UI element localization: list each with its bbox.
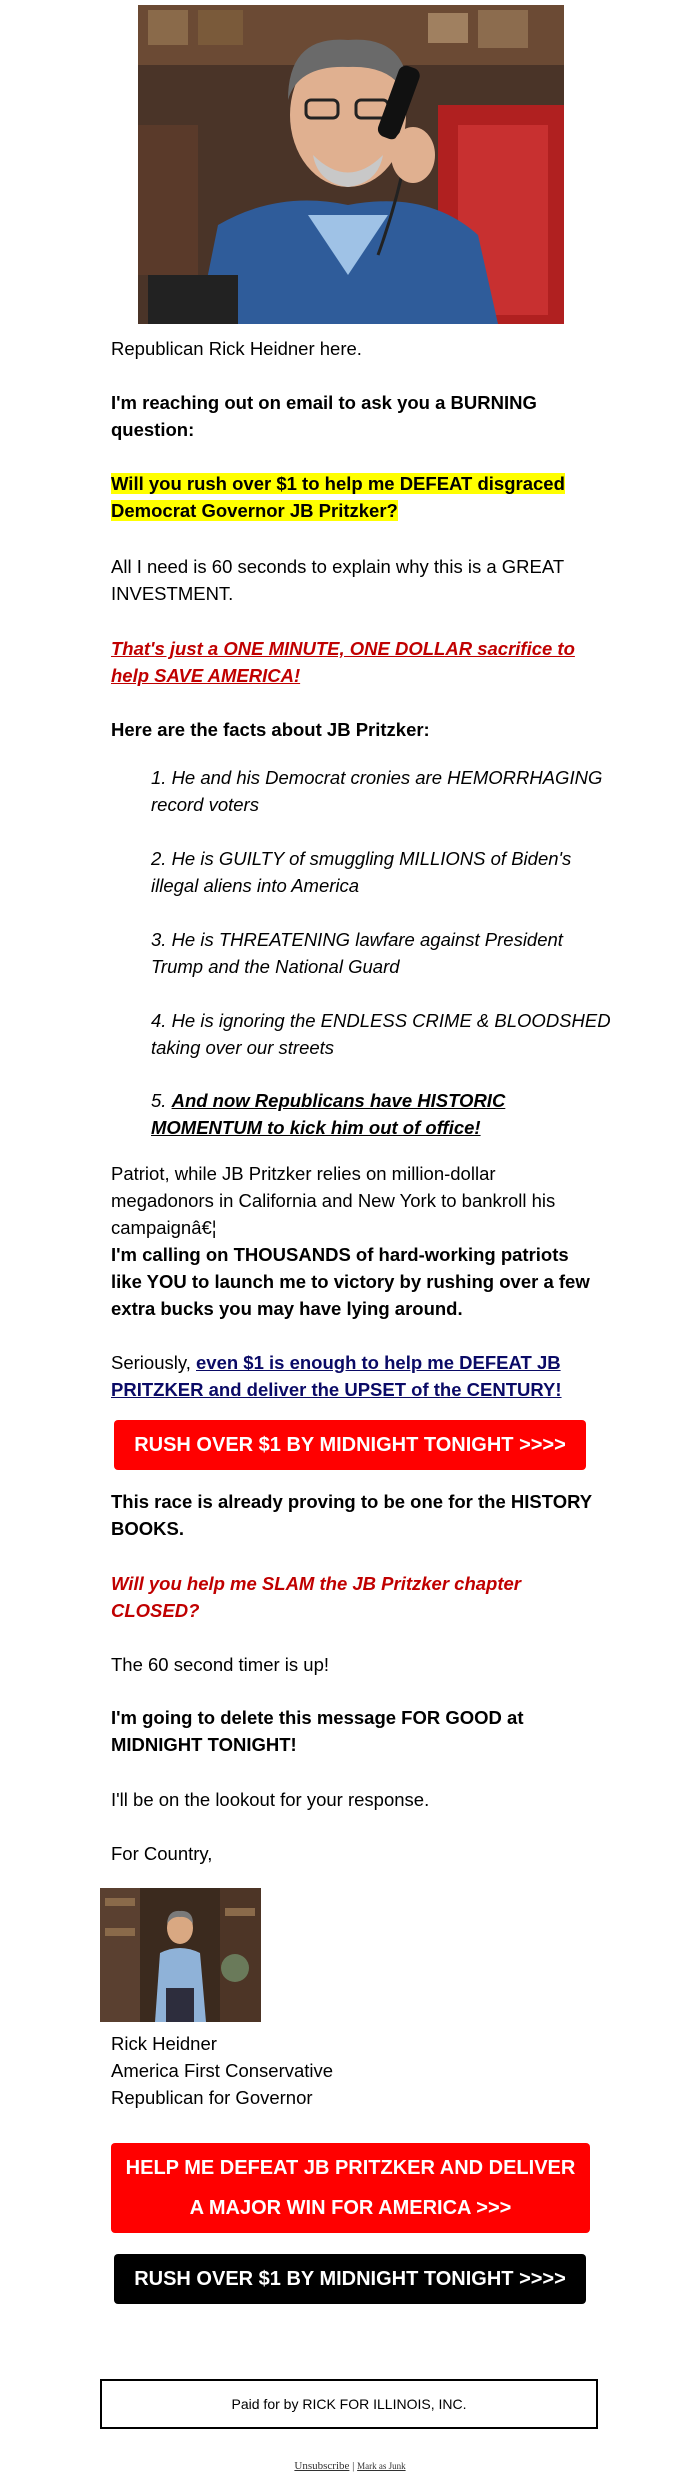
defeat-pritzker-button[interactable]: HELP ME DEFEAT JB PRITZKER AND DELIVER A MAJOR WIN FOR AMERICA >>> — [111, 2143, 590, 2233]
history-text: This race is already proving to be one for the HISTORY BOOKS. — [111, 1491, 592, 1539]
highlighted-question — [111, 470, 601, 524]
highlight-text: Will you rush over $1 to help me DEFEAT disgraced Democrat Governor JB Pritzker? — [111, 473, 565, 521]
slam-text: Will you help me SLAM the JB Pritzker chapter CLOSED? — [111, 1573, 521, 1621]
signature-photo — [100, 1888, 261, 2022]
fact-item-5 — [151, 1087, 611, 1141]
one-minute-link[interactable]: That's just a ONE MINUTE, ONE DOLLAR sacrifice to help SAVE AMERICA! — [111, 638, 575, 686]
timer-text: The 60 second timer is up! — [111, 1654, 329, 1675]
man-on-phone-image — [138, 5, 564, 324]
rush-button-top[interactable]: RUSH OVER $1 BY MIDNIGHT TONIGHT >>>> — [114, 1420, 586, 1470]
delete-warning-text: I'm going to delete this message FOR GOOD at MIDNIGHT TONIGHT! — [111, 1707, 524, 1755]
rush-button-bottom[interactable]: RUSH OVER $1 BY MIDNIGHT TONIGHT >>>> — [114, 2254, 586, 2304]
dollar-enough-link[interactable]: even $1 is enough to help me DEFEAT JB PRITZKER and deliver the UPSET of the CENTURY! — [111, 1352, 562, 1400]
candidate-portrait-image — [100, 1888, 261, 2022]
signature-name: Rick Heidner — [111, 2033, 217, 2054]
fact-item: 1. He and his Democrat cronies are HEMORRHAGING record voters — [151, 767, 603, 815]
footer-links — [0, 2460, 700, 2472]
mark-as-junk-link[interactable]: Mark as Junk — [357, 2461, 406, 2471]
facts-heading: Here are the facts about JB Pritzker: — [111, 719, 430, 740]
fact-5-number: 5. — [151, 1090, 172, 1111]
fact-5-text: And now Republicans have HISTORIC MOMENTUM to kick him out of office! — [151, 1090, 506, 1138]
calling-text: I'm calling on THOUSANDS of hard-working patriots like YOU to launch me to victory by rushing over a few extra bucks you may have lying around. — [111, 1244, 590, 1319]
fact-item: 4. He is ignoring the ENDLESS CRIME & BLOODSHED taking over our streets — [151, 1010, 611, 1058]
sixty-seconds-text: All I need is 60 seconds to explain why this is a GREAT INVESTMENT. — [111, 556, 564, 604]
seriously-paragraph — [111, 1349, 601, 1403]
paid-for-box — [100, 2379, 598, 2429]
header-photo — [138, 5, 564, 324]
lookout-text: I'll be on the lookout for your response. — [111, 1789, 430, 1810]
signature-title: America First Conservative — [111, 2060, 334, 2081]
sign-off-text: For Country, — [111, 1843, 213, 1864]
burning-question-text: I'm reaching out on email to ask you a BURNING question: — [111, 392, 537, 440]
seriously-prefix: Seriously, — [111, 1352, 196, 1373]
one-minute-paragraph — [111, 635, 601, 689]
fact-item: 3. He is THREATENING lawfare against President Trump and the National Guard — [151, 929, 563, 977]
footer-separator: | — [352, 2460, 355, 2472]
paid-for-text: Paid for by RICK FOR ILLINOIS, INC. — [231, 2396, 467, 2412]
fact-item: 2. He is GUILTY of smuggling MILLIONS of Biden's illegal aliens into America — [151, 848, 572, 896]
unsubscribe-link[interactable]: Unsubscribe — [294, 2460, 350, 2472]
signature-office: Republican for Governor — [111, 2087, 313, 2108]
intro-text: Republican Rick Heidner here. — [111, 338, 362, 359]
patriot-text: Patriot, while JB Pritzker relies on million-dollar megadonors in California and New York to bankroll his campaignâ€¦ — [111, 1163, 556, 1238]
